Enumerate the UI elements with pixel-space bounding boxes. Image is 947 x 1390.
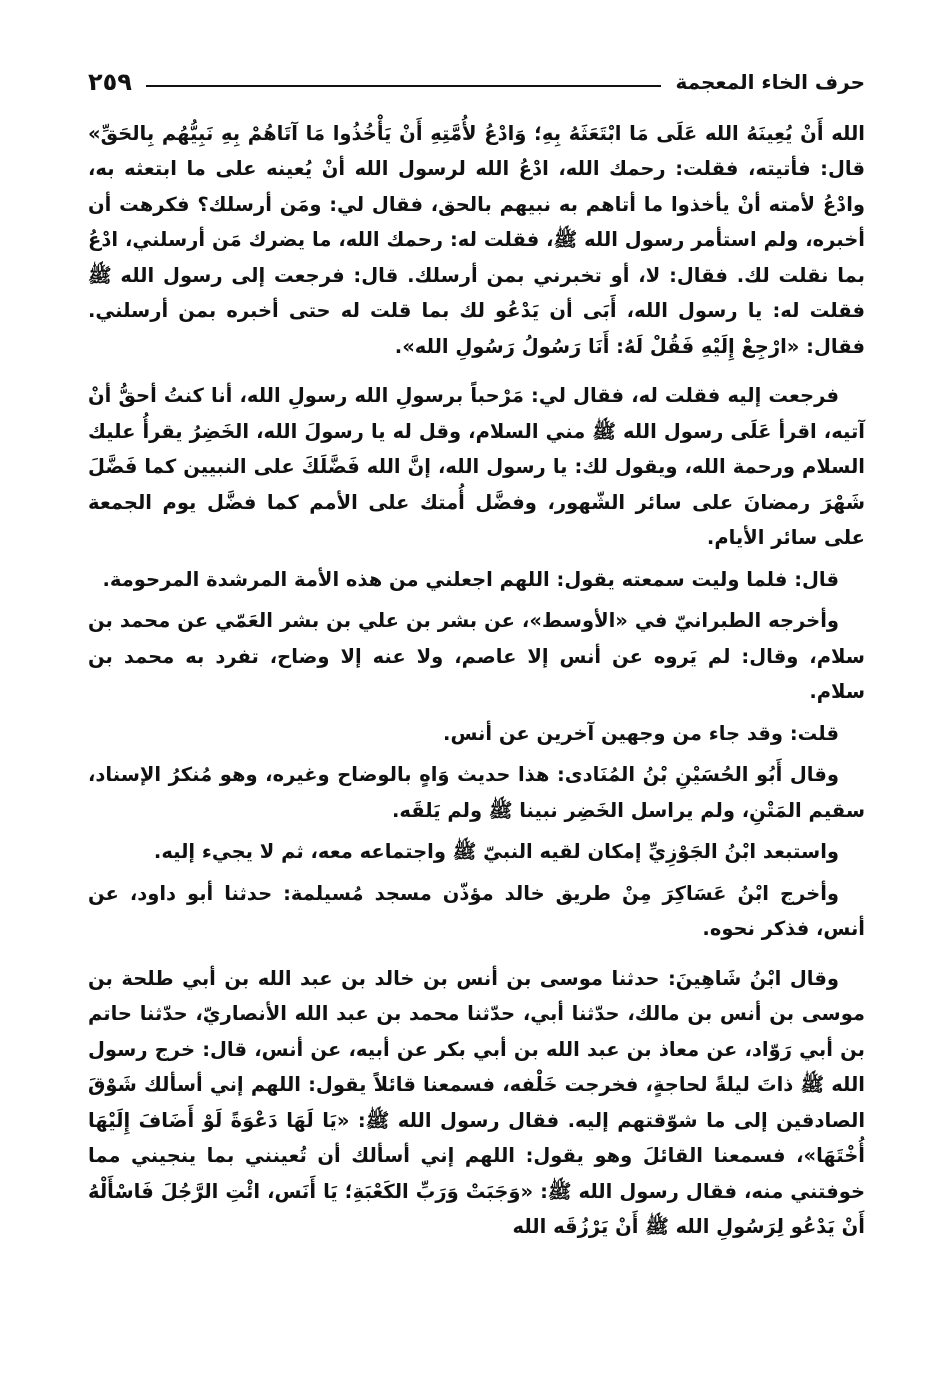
paragraph: وقال أَبُو الحُسَيْنِ بْنُ المُنَادى: هذا حديث وَاهٍ بالوضاح وغيره، وهو مُنكرُ الإسناد، سقيم المَتْنِ، ولم يراسل الخَضِر نبينا ﷺ ولم يَلقَه. xyxy=(88,763,865,822)
page-body xyxy=(88,116,865,1245)
header-rule xyxy=(146,85,662,87)
paragraph: قال: فلما وليت سمعته يقول: اللهم اجعلني من هذه الأمة المرشدة المرحومة. xyxy=(102,567,839,591)
paragraph: الله أَنْ يُعِينَهُ الله عَلَى مَا ابْتَعَثَهُ بِهِ؛ وَادْعُ لأُمَّتِهِ أَنْ يَأْخُذُوا مَا آتَاهُمْ بِهِ نَبِيُّهُم بِالحَقِّ» قال: فأتيته، فقلت: رحمك الله، ادْعُ الله لرسول الله أنْ يُعينه على ما ابتعثه به، وادْعُ لأمته أنْ يأخذوا ما أتاهم به نبيهم بالحق، فقال لي: ومَن أرسلك؟ فكرهت أن أخبره، ولم استأمر رسول الله ﷺ، فقلت له: رحمك الله، ما يضرك مَن أرسلني، ادْعُ بما نقلت لك. فقال: لا، أو تخبرني بمن أرسلك. قال: فرجعت إلى رسول الله ﷺ فقلت له: يا رسول الله، أَبَى أن يَدْعُو لك بما قلت له حتى أخبره بمن أرسلني. فقال: «ارْجِعْ إِلَيْهِ فَقُلْ لَهُ: أَنَا رَسُولُ رَسُولِ الله». xyxy=(88,122,865,358)
paragraph: وأخرجه الطبرانيّ في «الأوسط»، عن بشر بن علي بن بشر العَمّي عن محمد بن سلام، وقال: لم يَروه عن أنس إلا عاصم، ولا عنه إلا وضاح، تفرد به محمد بن سلام. xyxy=(88,609,865,704)
paragraph: وقال ابْنُ شَاهِينَ: حدثنا موسى بن أنس بن خالد بن عبد الله بن أبي طلحة بن موسى بن أنس بن مالك، حدّثنا أبي، حدّثنا محمد بن عبد الله الأنصاريّ، حدّثنا حاتم بن أبي رَوّاد، عن معاذ بن عبد الله بن أبي بكر عن أبيه، عن أنس، قال: خرج رسول الله ﷺ ذاتَ ليلةً لحاجةٍ، فخرجت خَلْفه، فسمعنا قائلاً يقول: اللهم إني أسألك شَوْقَ الصادقين إلى ما شوّقتهم إليه. فقال رسول الله ﷺ: «يَا لَهَا دَعْوَةً لَوْ أَضَافَ إِلَيْهَا أُخْتَهَا»، فسمعنا القائلَ وهو يقول: اللهم إني أسألك أن تُعينني بما ينجيني مما خوفتني منه، فقال رسول الله ﷺ: «وَجَبَتْ وَرَبِّ الكَعْبَةِ؛ يَا أَنَس، ائْتِ الرَّجُلَ فَاسْأَلْهُ أَنْ يَدْعُو لِرَسُولِ الله ﷺ أَنْ يَرْزُقَه الله xyxy=(88,966,865,1239)
paragraph: وأخرج ابْنُ عَسَاكِرَ مِنْ طريق خالد مؤذّن مسجد مُسيلمة: حدثنا أبو داود، عن أنس، فذكر نحوه. xyxy=(88,881,865,941)
page-number: ٢٥٩ xyxy=(88,68,132,96)
paragraph: واستبعد ابْنُ الجَوْزِيِّ إمكان لقيه النبيّ ﷺ واجتماعه معه، ثم لا يجيء إليه. xyxy=(153,840,839,864)
paragraph: فرجعت إليه فقلت له، فقال لي: مَرْحباً برسولِ الله رسولِ الله، أنا كنتُ أحقُّ أنْ آتيه، اقرأ عَلَى رسول الله ﷺ مني السلام، وقل له يا رسولَ الله، الخَضِرُ يقرأُ عليك السلام ورحمة الله، ويقول لك: يا رسول الله، إنَّ الله فَضَّلَكَ على النبيين كما فَضَّلَ شَهْرَ رمضانَ على سائر الشّهور، وفضَّل أُمتك على الأمم كما فضَّل يوم الجمعة على سائر الأيام. xyxy=(88,384,865,550)
paragraph: قلت: وقد جاء من وجهين آخرين عن أنس. xyxy=(443,721,839,745)
running-title: حرف الخاء المعجمة xyxy=(675,70,865,94)
page-header xyxy=(88,62,865,102)
